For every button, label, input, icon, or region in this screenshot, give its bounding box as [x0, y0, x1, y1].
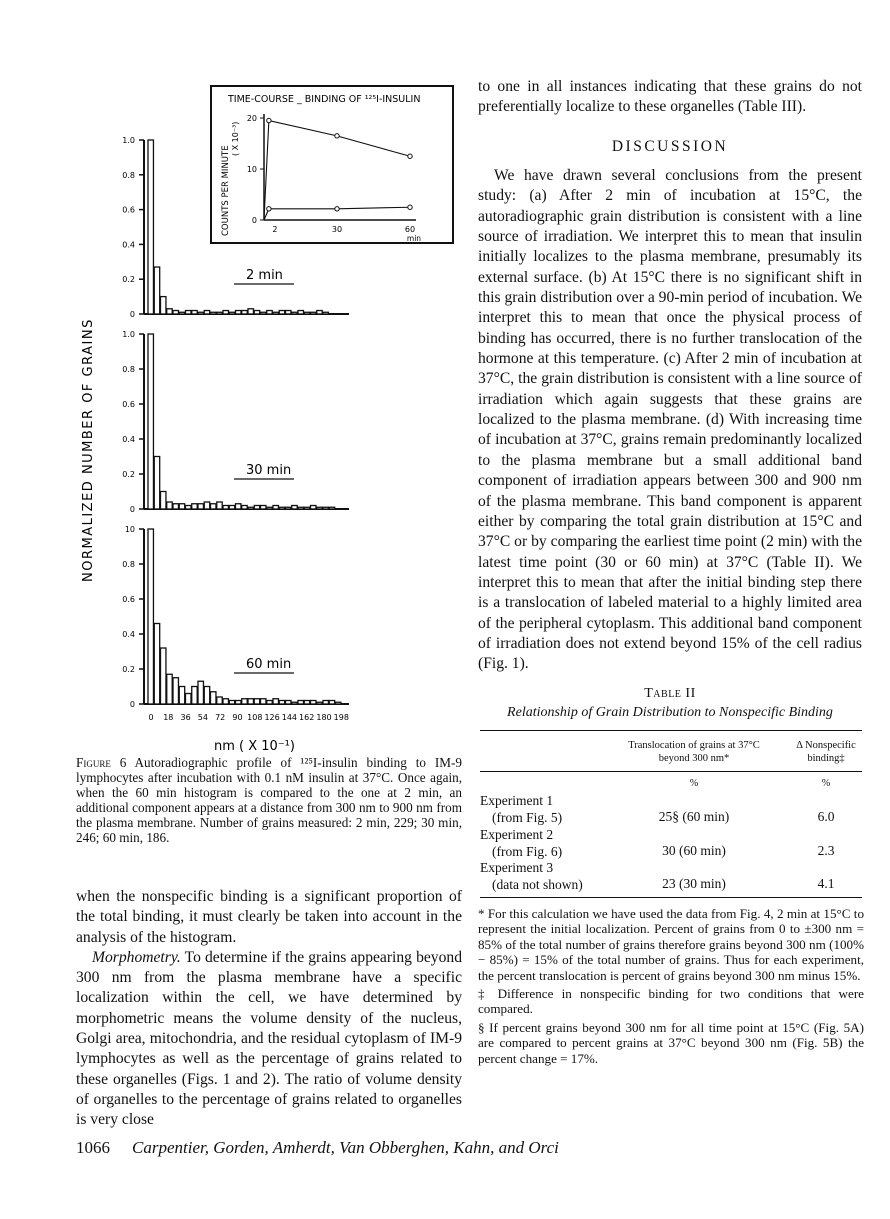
- panel-label: 60 min: [246, 657, 292, 672]
- x-tick-label: 0: [148, 713, 154, 722]
- x-tick-label: 198: [333, 713, 349, 722]
- left-column-body: [76, 887, 462, 1131]
- inset-y-tick-label: 0: [251, 216, 257, 225]
- x-tick-label: 126: [264, 713, 280, 722]
- histogram-bar: [211, 504, 216, 509]
- histogram-bar: [223, 699, 228, 704]
- y-tick-label: 0.8: [122, 560, 135, 569]
- histogram-bar: [329, 701, 334, 705]
- row-v1: 30 (60 min): [662, 843, 726, 858]
- histogram-bar: [298, 701, 303, 705]
- right-column-top: [478, 77, 862, 118]
- histogram-bar: [298, 311, 303, 314]
- histogram-bar: [261, 699, 266, 704]
- paragraph: when the nonspecific binding is a significant proportion of the total binding, it must clearly be taken into account in the analysis of the histogram.: [76, 888, 462, 946]
- histogram-bar: [198, 312, 203, 314]
- histogram-bar: [223, 311, 228, 314]
- histogram-bar: [236, 701, 241, 705]
- histogram-bar: [204, 687, 209, 705]
- figure-6: [68, 72, 422, 754]
- histogram-bar: [304, 507, 309, 509]
- paragraph-morphometry: [76, 948, 462, 1131]
- x-tick-label: 36: [180, 713, 191, 722]
- discussion-heading: DISCUSSION: [611, 138, 729, 155]
- histogram-bar: [273, 312, 278, 314]
- histogram-bar: [254, 311, 259, 314]
- histogram-bar: [192, 311, 197, 314]
- histogram-bar: [279, 311, 284, 314]
- histogram-bar: [217, 697, 222, 704]
- table-row: [480, 793, 862, 827]
- histogram-bar: [154, 624, 159, 705]
- histogram-bar: [217, 312, 222, 314]
- histogram-2min: [122, 136, 349, 319]
- histogram-30min: [122, 330, 349, 514]
- histogram-bar: [229, 506, 234, 510]
- inset-x-tick-label: 60: [404, 225, 416, 234]
- histogram-bar: [292, 506, 297, 510]
- histogram-bar: [323, 507, 328, 509]
- inset-x-tick-label: 2: [272, 225, 278, 234]
- inset-ylabel: COUNTS PER MINUTE: [221, 145, 231, 236]
- y-tick-label: 0: [129, 505, 135, 514]
- x-tick-label: 90: [232, 713, 243, 722]
- histogram-bar: [167, 674, 172, 704]
- histogram-bar: [167, 502, 172, 509]
- inset-data-point: [408, 154, 412, 158]
- y-tick-label: 0: [129, 310, 135, 319]
- histogram-bar: [236, 311, 241, 314]
- histogram-bar: [273, 699, 278, 704]
- histogram-bar: [304, 701, 309, 705]
- table-rule-top: [480, 730, 862, 731]
- histogram-bar: [286, 701, 291, 705]
- x-tick-label: 162: [299, 713, 315, 722]
- histogram-bar: [198, 504, 203, 509]
- y-tick-label: 0.4: [122, 630, 135, 639]
- histogram-bar: [279, 507, 284, 509]
- y-tick-label: 0.8: [122, 365, 135, 374]
- y-tick-label: 0.6: [122, 205, 135, 215]
- row-name: Experiment 1: [480, 793, 554, 808]
- histogram-bar: [148, 529, 153, 704]
- morphometry-heading: Morphometry.: [92, 948, 181, 966]
- row-sub: (from Fig. 5): [492, 809, 563, 825]
- table-row: [480, 860, 862, 894]
- footnote-section: § If percent grains beyond 300 nm for all time point at 15°C (Fig. 5A) are compared to percent grains at 37°C beyond 300 nm (Fig. 5B) the percent change = 17%.: [478, 1019, 864, 1066]
- histogram-bar: [236, 504, 241, 509]
- row-v2: 2.3: [817, 843, 835, 858]
- histogram-bar: [186, 311, 191, 314]
- footnote-double-dagger: ‡ Difference in nonspecific binding for two conditions that were compared.: [478, 986, 864, 1017]
- histogram-bar: [148, 334, 153, 509]
- histogram-bar: [229, 312, 234, 314]
- histogram-bar: [217, 502, 222, 509]
- x-tick-label: 54: [197, 713, 208, 722]
- histogram-bar: [292, 702, 297, 704]
- histogram-bar: [204, 502, 209, 509]
- histogram-bar: [242, 699, 247, 704]
- histogram-bar: [161, 648, 166, 704]
- y-tick-label: 10: [124, 525, 135, 534]
- table-rule-bottom: [480, 897, 862, 898]
- histogram-bar: [261, 506, 266, 510]
- histogram-bar: [323, 312, 328, 314]
- inset-y-tick-label: 10: [246, 165, 257, 174]
- x-tick-label: 180: [316, 713, 332, 722]
- inset-chart: [247, 114, 421, 243]
- running-authors: Carpentier, Gorden, Amherdt, Van Obberghen, Kahn, and Orci: [132, 1138, 559, 1157]
- inset-data-point: [267, 207, 271, 211]
- histogram-bar: [317, 311, 322, 314]
- inset-yunits: ( X 10⁻³): [231, 121, 240, 156]
- panel-label: 2 min: [246, 268, 283, 283]
- row-name: Experiment 2: [480, 827, 554, 842]
- histogram-bar: [161, 492, 166, 510]
- inset-title: TIME-COURSE _ BINDING OF ¹²⁵I-INSULIN: [228, 94, 421, 105]
- x-tick-label: 72: [215, 713, 226, 722]
- histogram-bar: [292, 312, 297, 314]
- inset-x-unit: min: [406, 234, 422, 243]
- histogram-bar: [242, 311, 247, 314]
- row-v1: 25§ (60 min): [658, 809, 730, 824]
- y-tick-label: 0: [129, 700, 135, 709]
- histogram-bar: [267, 311, 272, 314]
- row-name: Experiment 3: [480, 860, 554, 875]
- histogram-bar: [173, 504, 178, 509]
- figure-6-svg: [68, 72, 422, 754]
- histogram-bar: [192, 504, 197, 509]
- table-header-col1: Translocation of grains at 37°C beyond 300 nm*: [628, 740, 760, 764]
- histogram-bar: [248, 309, 253, 314]
- histogram-bar: [173, 678, 178, 704]
- histogram-bar: [267, 701, 272, 705]
- x-tick-label: 144: [281, 713, 298, 722]
- histogram-60min: [122, 525, 349, 709]
- histogram-bar: [336, 702, 341, 704]
- histogram-bar: [198, 681, 203, 704]
- histogram-bar: [248, 507, 253, 509]
- histogram-bar: [179, 504, 184, 509]
- inset-y-tick-label: 20: [246, 114, 257, 123]
- histogram-bar: [154, 457, 159, 510]
- table-unit-col1: %: [689, 778, 699, 789]
- histogram-bar: [167, 309, 172, 314]
- inset-data-point: [408, 205, 412, 209]
- histogram-bar: [254, 506, 259, 510]
- inset-data-point: [335, 207, 339, 211]
- histogram-bar: [248, 699, 253, 704]
- histogram-bar: [329, 507, 334, 509]
- histogram-bar: [204, 311, 209, 314]
- histogram-bar: [242, 506, 247, 510]
- inset-x-tick-label: 30: [331, 225, 343, 234]
- footnote-asterisk: * For this calculation we have used the data from Fig. 4, 2 min at 15°C to represent the initial localization. Percent of grains from 0 to ±300 nm = 85% of the total number of grains therefore grains beyond 300 nm (100% − 85%) = 15% of the total number of grains. Thus for each experiment, the percent translocation is percent of grains beyond 300 nm minus 15%.: [478, 906, 864, 983]
- y-tick-label: 0.6: [122, 595, 135, 604]
- histogram-bar: [304, 312, 309, 314]
- running-footer: [76, 1138, 559, 1158]
- histogram-bar: [267, 507, 272, 509]
- x-tick-label: 108: [247, 713, 263, 722]
- discussion-paragraph: We have drawn several conclusions from the present study: (a) After 2 min of incubation at 15°C, the autoradiographic grain distribution is consistent with a line source of irradiation. We interpret this to mean that insulin initially localizes to the plasma membrane, presumably its external surface. (b) At 15°C there is no significant shift in this grain distribution over a 90-min period of incubation. We interpret this to mean that once the physical process of binding has occurred, there is no further translocation of the hormone at this temperature. (c) After 2 min of incubation at 37°C, the grain distribution is consistent with a line source of irradiation which again suggests that these grains are localized to the plasma membrane. (d) With increasing time of incubation at 37°C, grains remain predominantly localized to the plasma membrane but a small additional band component of irradiation appears between 300 and 900 nm of the plasma membrane. This band component is apparent either by comparing the total grain distribution at 15°C and 37°C or by comparing the earliest time point (2 min) with the latest time point (30 or 60 min) at 37°C (Table II). We interpret this to mean that after the initial binding step there is a translocation of labeled material to a highly limited area of the peripheral cytoplasm. This additional band component of irradiation does not extend beyond 15% of the cell radius (Fig. 1).: [478, 167, 862, 673]
- morphometry-text: To determine if the grains appearing beyond 300 nm from the plasma membrane have a specific localization within the cell, we have determined by morphometric means the volume density of the nucleus, Golgi area, mitochondria, and the residual cytoplasm of IM-9 lymphocytes as well as the percentage of grains related to these organelles (Figs. 1 and 2). The ratio of volume density of organelles to the percentage of grains related to organelles is very close: [76, 948, 462, 1129]
- histogram-bar: [279, 701, 284, 705]
- histogram-bar: [323, 701, 328, 705]
- histogram-bar: [286, 507, 291, 509]
- x-tick-labels: [148, 713, 348, 722]
- histogram-bar: [254, 699, 259, 704]
- histogram-bar: [179, 312, 184, 314]
- caption-lead: Figure 6: [76, 755, 127, 770]
- figure-caption: [76, 755, 462, 846]
- histogram-bar: [298, 507, 303, 509]
- table-unit-col2: %: [821, 778, 831, 789]
- histogram-bar: [186, 694, 191, 705]
- histogram-bar: [161, 297, 166, 314]
- table-header-col2: Δ Nonspecific binding‡: [796, 740, 856, 764]
- panel-label: 30 min: [246, 463, 292, 478]
- histogram-bar: [154, 267, 159, 314]
- histogram-bar: [317, 702, 322, 704]
- row-v2: 6.0: [817, 809, 835, 824]
- histogram-bar: [311, 701, 316, 705]
- table-footnotes: [478, 906, 864, 1069]
- paragraph: to one in all instances indicating that these grains do not preferentially localize to these organelles (Table III).: [478, 78, 862, 116]
- caption-text: Autoradiographic profile of ¹²⁵I-insulin binding to IM-9 lymphocytes after incubation with 0.1 nM insulin at 37°C. Once again, when the 60 min histogram is compared to the one at 2 min, an additional component appears at a distance from 300 nm to 900 nm from the plasma membrane. Number of grains measured: 2 min, 229; 30 min, 246; 60 min, 186.: [76, 755, 462, 846]
- table-row: [480, 827, 862, 861]
- y-tick-label: 0.2: [122, 665, 135, 674]
- table-rule-header: [480, 771, 862, 772]
- histogram-bar: [192, 687, 197, 705]
- histogram-bar: [148, 140, 153, 314]
- histogram-bar: [179, 687, 184, 705]
- histogram-bar: [317, 507, 322, 509]
- y-tick-label: 0.4: [122, 435, 135, 444]
- histogram-bar: [223, 506, 228, 510]
- y-tick-label: 0.6: [122, 400, 135, 409]
- histogram-bar: [211, 312, 216, 314]
- histogram-bar: [273, 506, 278, 510]
- row-sub: (data not shown): [492, 876, 583, 892]
- row-v1: 23 (30 min): [662, 876, 726, 891]
- inset-data-point: [267, 118, 271, 122]
- page-number: 1066: [76, 1138, 110, 1157]
- y-tick-label: 0.2: [122, 470, 135, 479]
- histogram-bar: [186, 506, 191, 510]
- histogram-bar: [261, 312, 266, 314]
- y-tick-label: 1.0: [122, 136, 135, 145]
- y-tick-label: 1.0: [122, 330, 135, 339]
- histogram-bar: [286, 311, 291, 314]
- x-tick-label: 18: [163, 713, 174, 722]
- y-tick-label: 0.8: [122, 170, 135, 180]
- histogram-bar: [311, 506, 316, 510]
- inset-data-point: [335, 134, 339, 138]
- histogram-bar: [229, 701, 234, 705]
- table-title: Table II: [644, 686, 696, 701]
- y-tick-label: 0.2: [122, 275, 135, 285]
- table-subtitle: Relationship of Grain Distribution to Nonspecific Binding: [507, 705, 833, 720]
- x-axis-label: nm ( X 10⁻¹): [214, 739, 295, 754]
- y-tick-label: 0.4: [122, 240, 135, 250]
- y-axis-label: NORMALIZED NUMBER OF GRAINS: [81, 318, 96, 582]
- histogram-bar: [173, 311, 178, 314]
- row-v2: 4.1: [817, 876, 835, 891]
- row-sub: (from Fig. 6): [492, 843, 563, 859]
- discussion-body: [478, 166, 862, 675]
- histogram-bar: [311, 312, 316, 314]
- histogram-bar: [211, 692, 216, 704]
